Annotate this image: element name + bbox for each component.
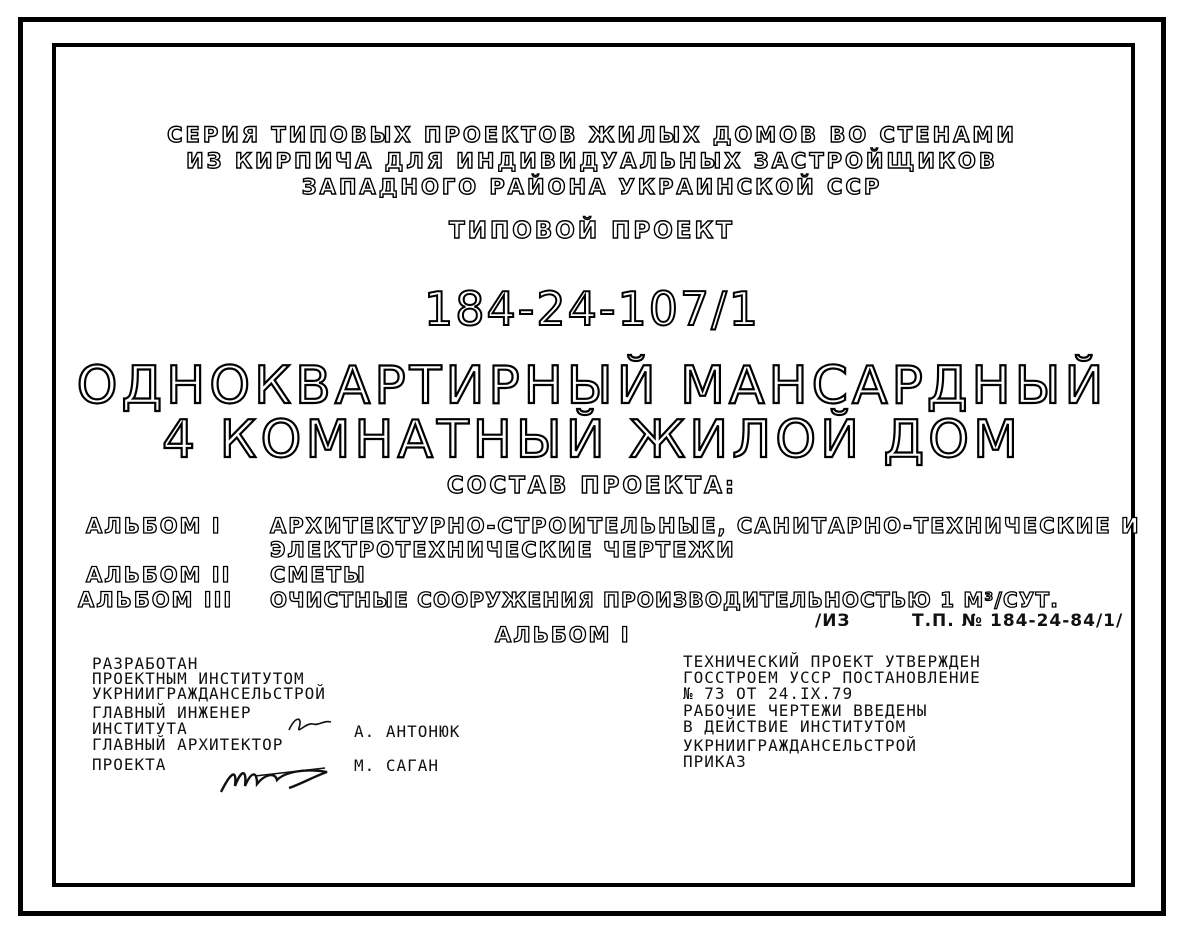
right-line-2: ГОССТРОЕМ УССР ПОСТАНОВЛЕНИЕ xyxy=(683,668,981,687)
left-line-7: ПРОЕКТА xyxy=(92,755,167,774)
current-album: АЛЬБОМ I xyxy=(495,623,631,647)
left-line-2: ПРОЕКТНЫМ ИНСТИТУТОМ xyxy=(92,669,305,688)
left-line-5: ИНСТИТУТА xyxy=(92,719,188,738)
series-line-1: СЕРИЯ ТИПОВЫХ ПРОЕКТОВ ЖИЛЫХ ДОМОВ ВО СТЕНАМИ xyxy=(167,123,1017,147)
left-line-3: УКРНИИГРАЖДАНСЕЛЬСТРОЙ xyxy=(92,684,326,703)
series-line-3: ЗАПАДНОГО РАЙОНА УКРАИНСКОЙ ССР xyxy=(301,175,883,199)
left-line-1: РАЗРАБОТАН xyxy=(92,654,199,673)
chief-engineer-name: А. АНТОНЮК xyxy=(354,722,461,741)
composition-heading: СОСТАВ ПРОЕКТА: xyxy=(446,473,738,499)
right-line-5: В ДЕЙСТВИЕ ИНСТИТУТОМ xyxy=(683,717,907,736)
right-line-4: РАБОЧИЕ ЧЕРТЕЖИ ВВЕДЕНЫ xyxy=(683,701,928,720)
right-line-7: ПРИКАЗ xyxy=(683,752,747,771)
left-line-4: ГЛАВНЫЙ ИНЖЕНЕР xyxy=(92,703,252,722)
right-line-3: № 73 ОТ 24.IX.79 xyxy=(683,684,854,703)
left-line-6: ГЛАВНЫЙ АРХИТЕКТОР xyxy=(92,735,284,754)
right-line-6: УКРНИИГРАЖДАНСЕЛЬСТРОЙ xyxy=(683,736,917,755)
album-3-desc: ОЧИСТНЫЕ СООРУЖЕНИЯ ПРОИЗВОДИТЕЛЬНОСТЬЮ 1 М³/СУТ. xyxy=(270,588,1060,612)
album-1-name: АЛЬБОМ I xyxy=(86,514,222,538)
album-1-desc-line2: ЭЛЕКТРОТЕХНИЧЕСКИЕ ЧЕРТЕЖИ xyxy=(270,538,736,562)
ref-tp-number: Т.П. № 184-24-84/1/ xyxy=(912,611,1124,631)
album-1-desc-line1: АРХИТЕКТУРНО-СТРОИТЕЛЬНЫЕ, САНИТАРНО-ТЕХНИЧЕСКИЕ И xyxy=(270,514,1141,538)
title-line-1: ОДНОКВАРТИРНЫЙ МАНСАРДНЫЙ xyxy=(76,356,1108,416)
project-type: ТИПОВОЙ ПРОЕКТ xyxy=(449,218,735,244)
architect-signature xyxy=(215,758,335,798)
title-line-2: 4 КОМНАТНЫЙ ЖИЛОЙ ДОМ xyxy=(162,410,1022,470)
project-number: 184-24-107/1 xyxy=(423,282,761,336)
album-3-name: АЛЬБОМ III xyxy=(78,588,234,612)
album-2-name: АЛЬБОМ II xyxy=(86,563,232,587)
ref-iz: /ИЗ xyxy=(815,611,851,631)
chief-architect-name: М. САГАН xyxy=(354,756,440,775)
album-2-desc: СМЕТЫ xyxy=(270,563,367,587)
right-line-1: ТЕХНИЧЕСКИЙ ПРОЕКТ УТВЕРЖДЕН xyxy=(683,652,981,671)
engineer-signature xyxy=(285,712,335,738)
series-line-2: ИЗ КИРПИЧА ДЛЯ ИНДИВИДУАЛЬНЫХ ЗАСТРОЙЩИКОВ xyxy=(186,149,998,173)
